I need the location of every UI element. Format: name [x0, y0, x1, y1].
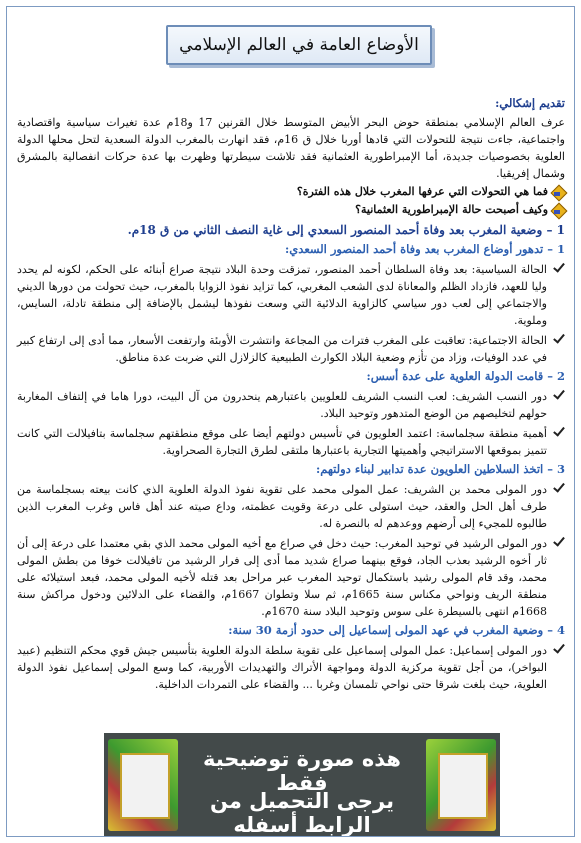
document-title-text: الأوضاع العامة في العالم الإسلامي: [179, 35, 419, 55]
list-item: [17, 388, 565, 422]
intro-heading: تقديم إشكالي:: [495, 96, 565, 110]
preview-banner: [104, 733, 500, 837]
banner-line-1: هذه صورة توضيحية فقط: [202, 747, 401, 795]
subsection-heading: 4 – وضعية المغرب في عهد المولى إسماعيل إلى حدود أزمة 30 سنة:: [228, 623, 565, 637]
banner-line-2: يرجى التحميل من الرابط أسفله: [209, 789, 395, 837]
document-title: [166, 25, 432, 65]
list-item-text: دور المولى إسماعيل: عمل المولى إسماعيل على تقوية سلطة الدولة العلوية بتأسيس جيش قوي محكم التنظيم (عبيد البواخر)، من أجل تقوية مركزية الدولة ومواجهة الأتراك والتهديدات الأوربية، كما وسع المولى إسماعيل نفوذ الدولة العلوية، حيث بلغت شرقا حتى نواحي تلمسان وغربا ... والقضاء على التمردات الداخلية.: [17, 644, 547, 691]
pointer-hand-icon: [553, 204, 565, 216]
checkmark-icon: [553, 262, 565, 274]
list-item: [17, 425, 565, 459]
document-page: [6, 6, 575, 837]
book-icon: [426, 739, 496, 831]
book-icon: [108, 739, 178, 831]
list-item-text: دور المولى محمد بن الشريف: عمل المولى محمد على تقوية نفوذ الدولة العلوية الذي كانت بيعته بسجلماسة من طرف أهل الحل والعقد، حيث استولى على درعة وقويت عظمته، وداع صيته عند أهل فاس وغرب المغرب الذين طالبوه للمجيء إلى أرضهم ووعدهم له بالنصرة له.: [17, 483, 547, 530]
list-item: [17, 535, 565, 620]
checkmark-icon: [553, 333, 565, 345]
subsection-heading: 3 – اتخذ السلاطين العلويون عدة تدابير لبناء دولتهم:: [315, 462, 565, 476]
question-item: [17, 183, 565, 200]
intro-paragraph: عرف العالم الإسلامي بمنطقة حوض البحر الأبيض المتوسط خلال القرنين 17 و18م عدة تغيرات سياسية واقتصادية واجتماعية، جاءت نتيجة للتحولات التي قادها أوربا خلال ق 16م، فقد انهارت بالمغرب الدولة السعدية لتحل محلها الدولة العلوية بخصوصيات جديدة، أما الإمبراطورية العثمانية فقد تلاشت سيطرتها وظهرت بها عدة حركات انفصالية بالمشرق وشمال إفريقيا.: [17, 116, 565, 180]
subsection-heading: 2 – قامت الدولة العلوية على عدة أسس:: [366, 369, 565, 383]
list-item-text: دور المولى الرشيد في توحيد المغرب: حيث دخل في صراع مع أخيه المولى محمد الذي بقي معتمدا على درعة إلى أن ثار أخوه الرشيد بعذب الجاد، فوقع بينهما صراع شديد مما أدى إلى فرار الرشيد من تافيلالت خوفا من بطش المولى محمد، وقد قام المولى رشيد باستكمال توحيد المغرب عبر مراحل بعد قتله لأخيه المولى محمد، فبعد استيلائه على منطقة الريف ونواحي مكناس سنة 1665م، ثم سلا وتطوان 1667م، والقضاء على الدلائين ودخول مراكش سنة 1668م انتهى بالسيطرة على سوس وتوحيد البلاد سنة 1670م.: [17, 537, 547, 618]
list-item-text: أهمية منطقة سجلماسة: اعتمد العلويون في تأسيس دولتهم أيضا على موقع منطقتهم سجلماسة بتافيلالت التي كانت تتميز بموقعها الاستراتيجي وأهميتها التجارية باعتبارها ملتقى لطرق التجارة الصحراوية.: [17, 427, 547, 457]
checkmark-icon: [553, 482, 565, 494]
pointer-hand-icon: [553, 186, 565, 198]
list-item-text: الحالة الاجتماعية: تعاقبت على المغرب فترات من المجاعة وانتشرت الأوبئة وارتفعت الأسعار، مما أدى إلى ارتفاع كبير في عدد الوفيات، وزاد من تأزم وضعية البلاد الكوارث الطبيعية كالزلازل التي ضربت عدة مناطق.: [17, 334, 547, 364]
list-item: [17, 642, 565, 693]
list-item-text: دور النسب الشريف: لعب النسب الشريف للعلويين باعتبارهم ينحدرون من آل البيت، دورا هاما في إلتفاف المغاربة حولهم لتخليصهم من الوضع المتدهور وتوحيد البلاد.: [17, 390, 547, 420]
checkmark-icon: [553, 536, 565, 548]
question-text: فما هي التحولات التي عرفها المغرب خلال هذه الفترة؟: [296, 185, 548, 198]
checkmark-icon: [553, 426, 565, 438]
question-item: [17, 201, 565, 218]
document-body: [17, 95, 565, 693]
subsection-heading: 1 – تدهور أوضاع المغرب بعد وفاة أحمد المنصور السعدي:: [285, 242, 565, 256]
checkmark-icon: [553, 389, 565, 401]
section-heading: 1 – وضعية المغرب بعد وفاة أحمد المنصور السعدي إلى غاية النصف الثاني من ق 18م.: [127, 223, 565, 237]
list-item: [17, 481, 565, 532]
checkmark-icon: [553, 643, 565, 655]
list-item: [17, 261, 565, 329]
list-item: [17, 332, 565, 366]
question-text: وكيف أصبحت حالة الإمبراطورية العثمانية؟: [355, 203, 548, 216]
list-item-text: الحالة السياسية: بعد وفاة السلطان أحمد المنصور، تمزقت وحدة البلاد نتيجة صراع أبنائه على الحكم، لكونه لم يحدد وليا للعهد، فازداد الظلم والمعاناة لدى الشعب المغربي، كما تزايد نفوذ الزوايا بالمغرب، حيث تحولت من دورها الديني والاجتماعي إلى لعب دور سياسي كالزاوية الدلائية التي وسعت نفوذها ليشمل بالإضافة إلى منطقة تادلة، السايس، وملوية.: [17, 263, 547, 327]
